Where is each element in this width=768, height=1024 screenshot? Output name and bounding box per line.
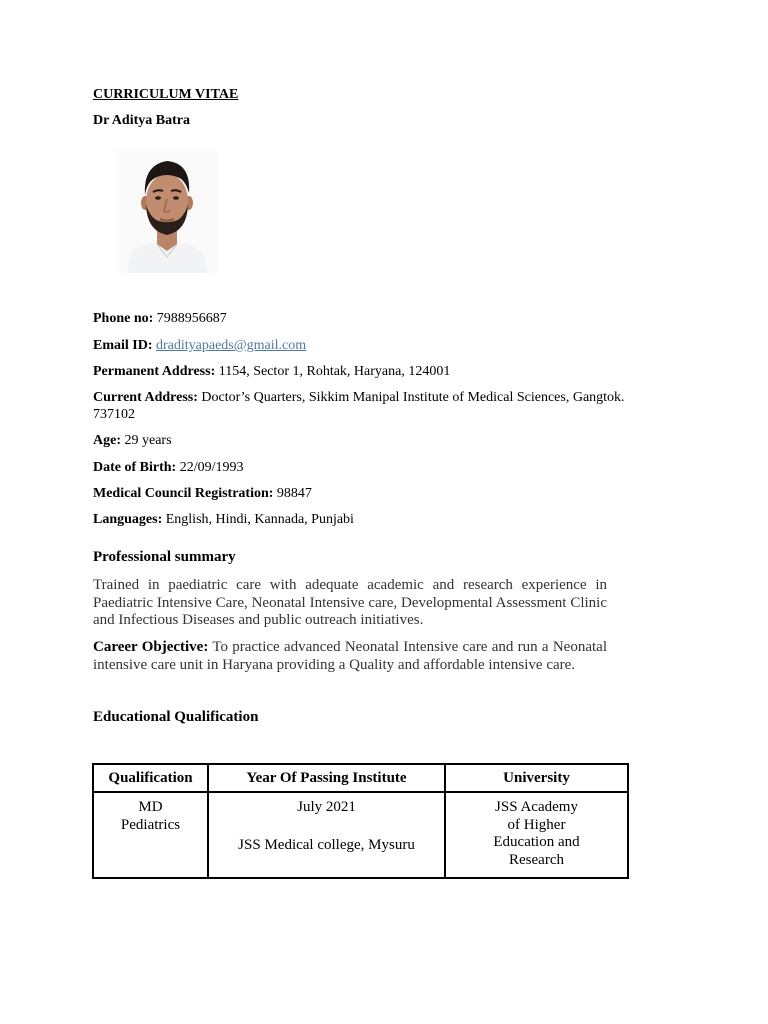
languages-row	[93, 511, 354, 528]
profile-photo	[117, 149, 217, 273]
objective-text: To practice advanced Neonatal Intensive care and run a Neonatal intensive care unit in Haryana providing a Quality and affordable intensive care.	[93, 639, 607, 673]
age-label: Age:	[93, 433, 121, 448]
university-cell	[445, 792, 628, 878]
summary-heading: Professional summary	[93, 549, 236, 565]
table-row	[93, 792, 628, 878]
qualification-cell	[93, 792, 208, 878]
candidate-name: Dr Aditya Batra	[93, 113, 190, 128]
year-institute-cell	[208, 792, 445, 878]
permanent-address-row	[93, 363, 450, 380]
phone-value: 7988956687	[156, 311, 227, 326]
phone-row	[93, 310, 227, 327]
column-header: Qualification	[93, 764, 208, 792]
registration-value: 98847	[276, 486, 312, 501]
permanent-address-value: 1154, Sector 1, Rohtak, Haryana, 124001	[218, 364, 451, 379]
qualification-value: MD Pediatrics	[120, 799, 181, 833]
institute-value: JSS Medical college, Mysuru	[238, 836, 415, 853]
education-heading: Educational Qualification	[93, 709, 259, 725]
dob-value: 22/09/1993	[179, 460, 244, 475]
current-address-value: Doctor’s Quarters, Sikkim Manipal Institute of Medical Sciences, Gangtok. 737102	[93, 390, 625, 422]
permanent-address-label: Permanent Address:	[93, 364, 216, 379]
registration-label: Medical Council Registration:	[93, 486, 274, 501]
email-link[interactable]: dradityapaeds@gmail.com	[156, 338, 307, 353]
dob-label: Date of Birth:	[93, 460, 177, 475]
languages-label: Languages:	[93, 512, 163, 527]
education-table	[92, 763, 629, 879]
age-value: 29 years	[124, 433, 172, 448]
email-label: Email ID:	[93, 338, 153, 353]
dob-row	[93, 459, 243, 476]
current-address-label: Current Address:	[93, 390, 198, 405]
column-header: Year Of Passing Institute	[208, 764, 445, 792]
table-header-row	[93, 764, 628, 792]
university-value: JSS Academy of Higher Education and Research	[493, 799, 580, 868]
email-row	[93, 337, 306, 354]
current-address-row	[93, 389, 633, 423]
column-header: University	[445, 764, 628, 792]
year-value: July 2021	[297, 799, 356, 815]
languages-value: English, Hindi, Kannada, Punjabi	[165, 512, 354, 527]
age-row	[93, 432, 172, 449]
document-title: CURRICULUM VITAE	[93, 87, 239, 102]
registration-row	[93, 485, 312, 502]
objective-label: Career Objective:	[93, 639, 209, 655]
summary-text: Trained in paediatric care with adequate academic and research experience in Paediatric Intensive Care, Neonatal Intensive care, Developmental Assessment Clinic and Infectious Diseases and public outreach initiatives.	[93, 577, 607, 628]
career-objective	[93, 639, 607, 674]
phone-label: Phone no:	[93, 311, 154, 326]
